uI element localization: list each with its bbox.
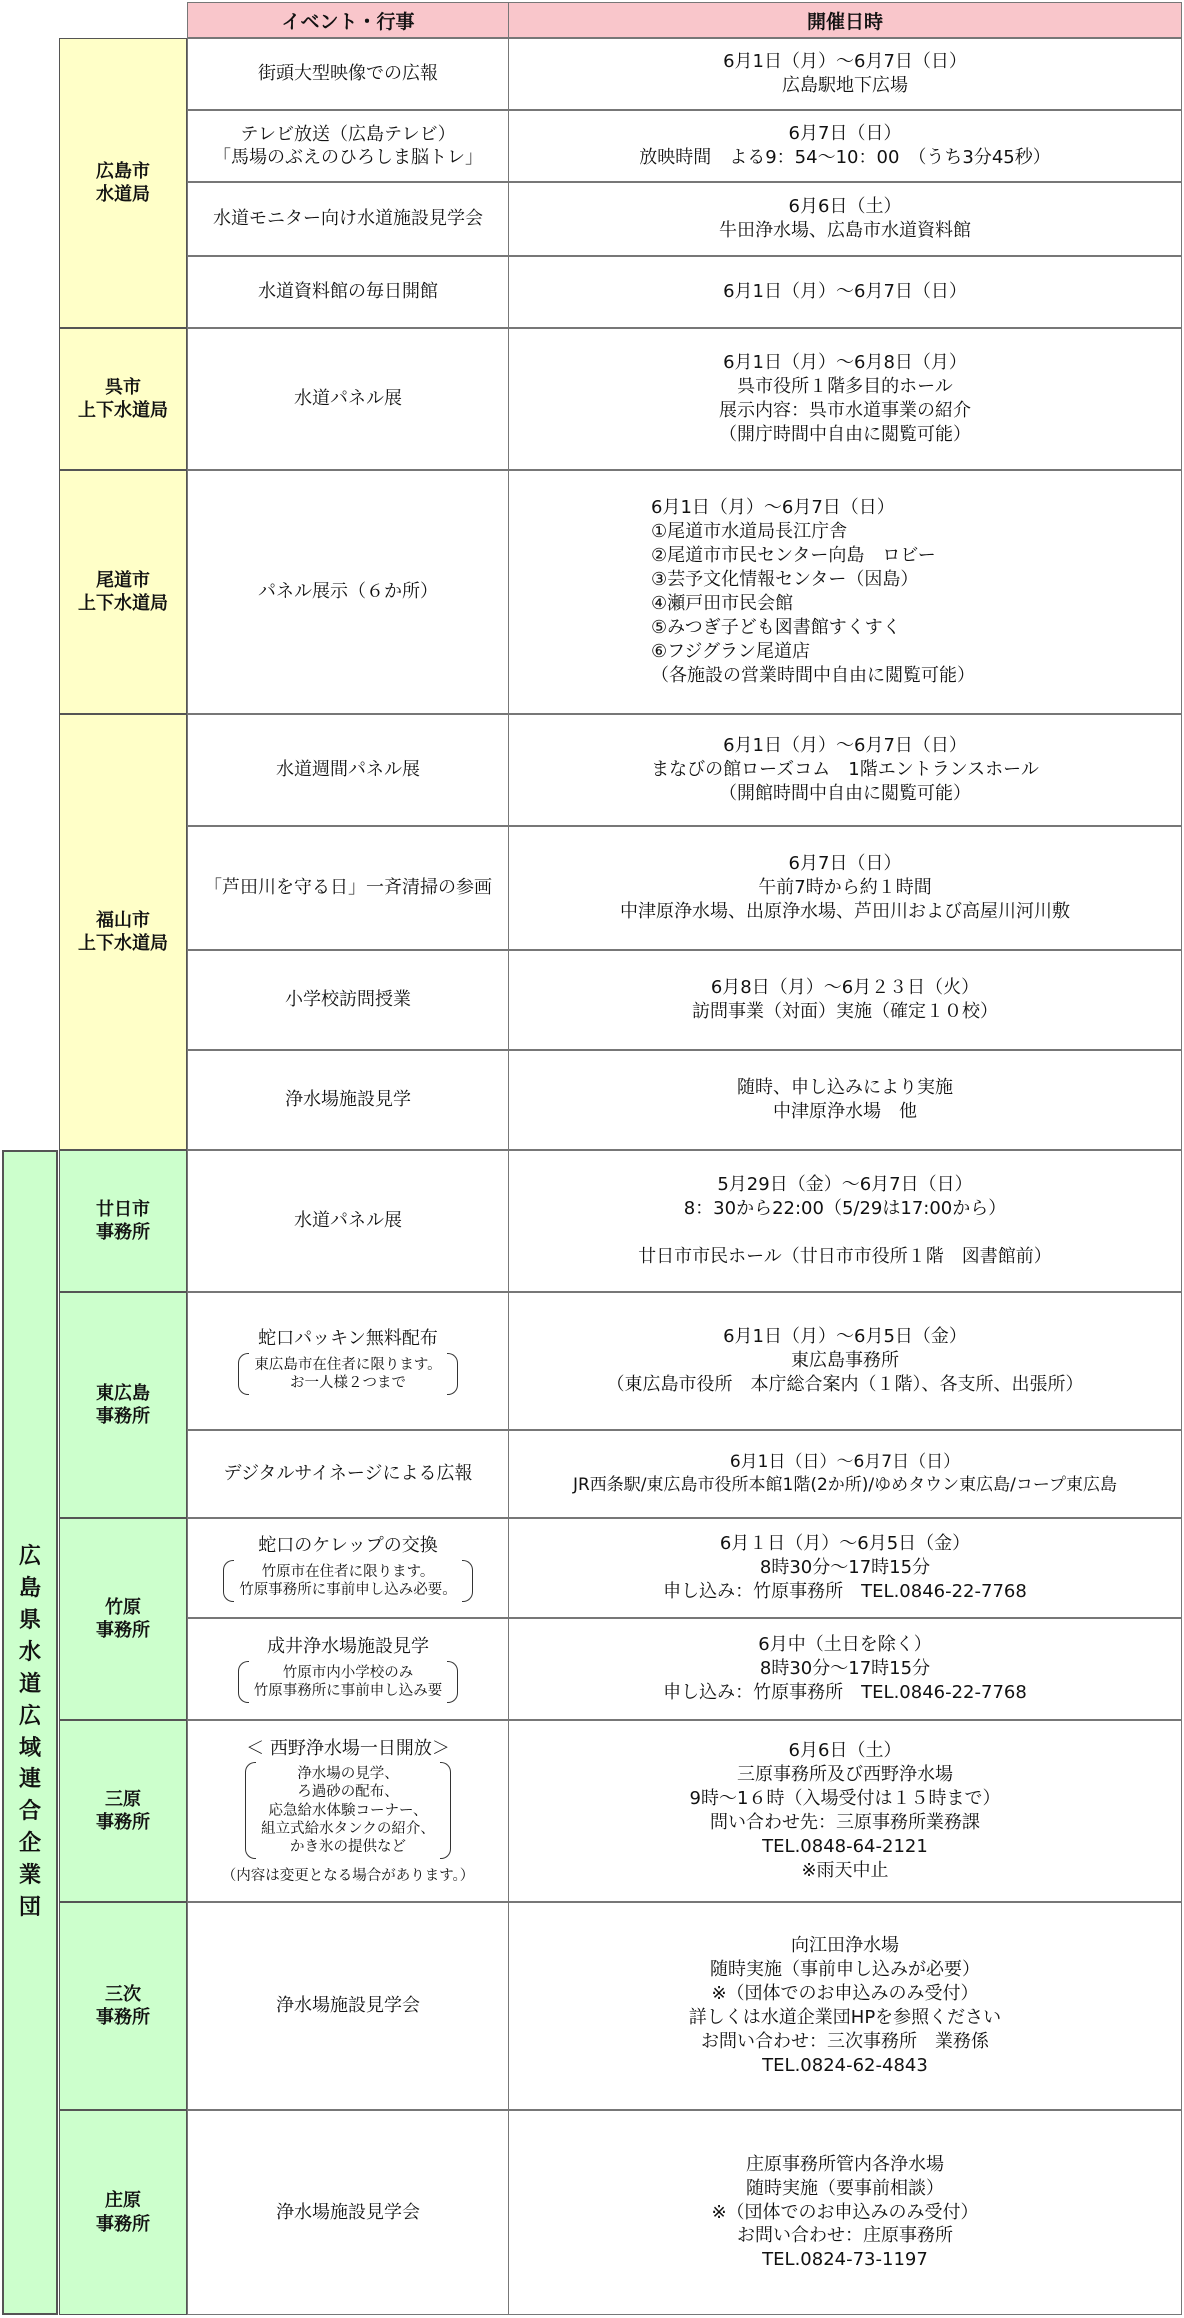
big-org-column xyxy=(2,1150,58,2315)
event-cell: 水道パネル展 xyxy=(187,1150,509,1292)
event-note: 浄水場の見学、 ろ過砂の配布、 応急給水体験コーナー、 組立式給水タンクの紹介、 かき氷の提供など xyxy=(245,1762,451,1859)
org-fukuyama: 福山市 上下水道局 xyxy=(59,714,187,1150)
date-cell: 6月1日（月）～6月7日（日） xyxy=(508,256,1182,328)
event-cell: 水道週間パネル展 xyxy=(187,714,509,826)
date-cell: 6月1日（月）～6月7日（日） ①尾道市水道局長江庁舎 ②尾道市市民センター向島 ロビー ③芸予文化情報センター（因島） ④瀬戸田市民会館 ⑤みつぎ子ども図書館すくすく ⑥フジグラン尾道店 （各施設の営業時間中自由に閲覧可能） xyxy=(508,470,1182,714)
event-note: 竹原市在住者に限ります。 竹原事務所に事前申し込み必要。 xyxy=(223,1560,473,1602)
org-hatsukaichi: 廿日市 事務所 xyxy=(59,1150,187,1292)
event-cell xyxy=(187,1618,509,1720)
org-onomichi: 尾道市 上下水道局 xyxy=(59,470,187,714)
event-cell: 水道資料館の毎日開館 xyxy=(187,256,509,328)
event-cell: 街頭大型映像での広報 xyxy=(187,38,509,110)
event-note: 竹原市内小学校のみ 竹原事務所に事前申し込み要 xyxy=(238,1661,459,1703)
event-cell: 「芦田川を守る日」一斉清掃の参画 xyxy=(187,826,509,950)
event-title: 蛇口のケレップの交換 xyxy=(258,1535,438,1557)
date-cell: 6月1日（月）～6月5日（金） 東広島事務所 （東広島市役所 本庁総合案内（１階）、各支所、出張所） xyxy=(508,1292,1182,1430)
date-cell: 6月中（土日を除く） 8時30分～17時15分 申し込み：竹原事務所 TEL.0846-22-7768 xyxy=(508,1618,1182,1720)
date-cell: 5月29日（金）～6月7日（日） 8：30から22:00（5/29は17:00から） 廿日市市民ホール（廿日市市役所１階 図書館前） xyxy=(508,1150,1182,1292)
header-datetime: 開催日時 xyxy=(508,2,1182,38)
date-cell: 6月6日（土） 牛田浄水場、広島市水道資料館 xyxy=(508,182,1182,256)
event-cell xyxy=(187,1518,509,1618)
date-cell: 6月１日（月）～6月5日（金） 8時30分～17時15分 申し込み：竹原事務所 TEL.0846-22-7768 xyxy=(508,1518,1182,1618)
event-cell: 浄水場施設見学 xyxy=(187,1050,509,1150)
org-higashihiroshima: 東広島 事務所 xyxy=(59,1292,187,1518)
date-cell: 庄原事務所管内各浄水場 随時実施（要事前相談） ※（団体でのお申込みのみ受付） お問い合わせ：庄原事務所 TEL.0824-73-1197 xyxy=(508,2110,1182,2315)
event-cell: 小学校訪問授業 xyxy=(187,950,509,1050)
big-org-label: 広 島 県 水 道 広 域 連 合 企 業 団 xyxy=(18,1544,41,1920)
date-cell: 向江田浄水場 随時実施（事前申し込みが必要） ※（団体でのお申込みのみ受付） 詳しくは水道企業団HPを参照ください お問い合わせ：三次事務所 業務係 TEL.0824-62-4843 xyxy=(508,1902,1182,2110)
date-cell: 6月6日（土） 三原事務所及び西野浄水場 9時～1６時（入場受付は１５時まで） 問い合わせ先：三原事務所業務課 TEL.0848-64-2121 ※雨天中止 xyxy=(508,1720,1182,1902)
org-hiroshima: 広島市 水道局 xyxy=(59,38,187,328)
event-cell: 水道パネル展 xyxy=(187,328,509,470)
event-cell: 浄水場施設見学会 xyxy=(187,2110,509,2315)
org-kure: 呉市 上下水道局 xyxy=(59,328,187,470)
event-note: 東広島市在住者に限ります。 お一人様２つまで xyxy=(238,1353,457,1395)
org-mihara: 三原 事務所 xyxy=(59,1720,187,1902)
date-cell: 6月8日（月）～6月２３日（火） 訪問事業（対面）実施（確定１０校） xyxy=(508,950,1182,1050)
org-takehara: 竹原 事務所 xyxy=(59,1518,187,1720)
event-cell xyxy=(187,1720,509,1902)
date-cell: 6月1日（月）～6月8日（月） 呉市役所１階多目的ホール 展示内容：呉市水道事業の紹介 （開庁時間中自由に閲覧可能） xyxy=(508,328,1182,470)
event-cell: 浄水場施設見学会 xyxy=(187,1902,509,2110)
event-cell: テレビ放送（広島テレビ） 「馬場のぶえのひろしま脳トレ」 xyxy=(187,110,509,182)
event-title: 蛇口パッキン無料配布 xyxy=(258,1328,438,1350)
event-cell xyxy=(187,1292,509,1430)
header-event: イベント・行事 xyxy=(187,2,509,38)
date-cell: 6月7日（日） 午前7時から約１時間 中津原浄水場、出原浄水場、芦田川および高屋川河川敷 xyxy=(508,826,1182,950)
event-cell: 水道モニター向け水道施設見学会 xyxy=(187,182,509,256)
event-title: 成井浄水場施設見学 xyxy=(267,1636,429,1658)
org-miyoshi: 三次 事務所 xyxy=(59,1902,187,2110)
date-cell: 随時、申し込みにより実施 中津原浄水場 他 xyxy=(508,1050,1182,1150)
date-cell: 6月1日（月）～6月7日（日） まなびの館ローズコム 1階エントランスホール （開館時間中自由に閲覧可能） xyxy=(508,714,1182,826)
event-cell: デジタルサイネージによる広報 xyxy=(187,1430,509,1518)
org-shobara: 庄原 事務所 xyxy=(59,2110,187,2315)
event-footnote: （内容は変更となる場合があります。） xyxy=(221,1867,475,1884)
event-cell: パネル展示（６か所） xyxy=(187,470,509,714)
date-cell: 6月1日（日）～6月7日（日） JR西条駅/東広島市役所本館1階(2か所)/ゆめタウン東広島/コープ東広島 xyxy=(508,1430,1182,1518)
date-cell: 6月7日（日） 放映時間 よる9：54～10：00 （うち3分45秒） xyxy=(508,110,1182,182)
date-cell: 6月1日（月）～6月7日（日） 広島駅地下広場 xyxy=(508,38,1182,110)
event-title: ＜ 西野浄水場一日開放＞ xyxy=(246,1737,450,1759)
